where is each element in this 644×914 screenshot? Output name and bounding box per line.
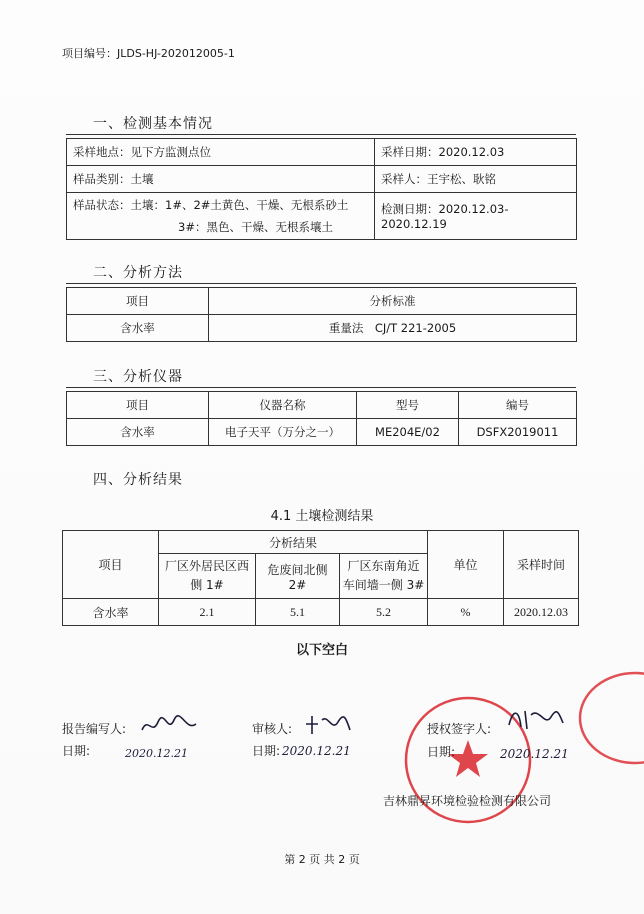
section-2-rule [66, 283, 576, 284]
results-header-time: 采样时间 [504, 531, 579, 599]
author-date: 2020.12.21 [125, 747, 188, 760]
instrument-name: 电子天平（万分之一） [209, 419, 357, 446]
site-1-header: 厂区外居民区西侧 1# [159, 554, 256, 599]
section-4-title: 四、分析结果 [93, 472, 183, 488]
reviewer-signature [302, 710, 354, 738]
author-signature [138, 712, 200, 740]
project-number: 项目编号：JLDS-HJ-202012005-1 [62, 47, 235, 60]
company-name: 吉林鼎昇环境检验检测有限公司 [383, 794, 552, 808]
reviewer-label: 审核人: [252, 722, 293, 736]
sampler: 采样人：王宇松、耿铭 [375, 166, 577, 193]
sampling-date: 采样日期：2020.12.03 [375, 139, 577, 166]
method-table [66, 287, 577, 342]
result-site-1: 2.1 [159, 599, 256, 626]
results-header-unit: 单位 [428, 531, 504, 599]
section-3-title: 三、分析仪器 [93, 369, 183, 385]
results-table-title: 4.1 土壤检测结果 [270, 509, 374, 524]
instrument-table [66, 391, 577, 446]
method-header-item: 项目 [67, 288, 209, 315]
instrument-header-item: 项目 [67, 392, 209, 419]
sample-state [67, 193, 375, 240]
site-2-header: 危废间北侧 2# [256, 554, 340, 599]
section-1-title: 一、检测基本情况 [93, 116, 213, 132]
author-date-label: 日期: [62, 744, 91, 758]
seam-stamp [575, 668, 644, 768]
results-header-group: 分析结果 [159, 531, 428, 554]
results-table [62, 530, 579, 626]
instrument-header-code: 编号 [459, 392, 577, 419]
result-site-3: 5.2 [340, 599, 428, 626]
sample-type: 样品类别：土壤 [67, 166, 375, 193]
approver-date-label: 日期: [427, 745, 456, 759]
section-3-rule [66, 387, 576, 388]
test-date: 检测日期：2020.12.03-2020.12.19 [375, 193, 577, 240]
method-item: 含水率 [67, 315, 209, 342]
instrument-code: DSFX2019011 [459, 419, 577, 446]
section-2-title: 二、分析方法 [93, 265, 183, 281]
instrument-item: 含水率 [67, 419, 209, 446]
method-header-standard: 分析标准 [209, 288, 577, 315]
result-time: 2020.12.03 [504, 599, 579, 626]
approver-label: 授权签字人: [427, 722, 492, 736]
page-footer: 第 2 页 共 2 页 [284, 853, 360, 866]
approver-date: 2020.12.21 [500, 747, 569, 761]
result-site-2: 5.1 [256, 599, 340, 626]
approver-signature [505, 703, 567, 733]
reviewer-date-label: 日期: [252, 744, 281, 758]
section-1-rule [66, 134, 576, 135]
sample-state-line-2: 3#：黑色、干燥、无根系壤土 [178, 220, 333, 234]
instrument-header-name: 仪器名称 [209, 392, 357, 419]
method-standard: 重量法 CJ/T 221-2005 [209, 315, 577, 342]
reviewer-date: 2020.12.21 [282, 744, 351, 758]
sampling-site: 采样地点：见下方监测点位 [67, 139, 375, 166]
author-label: 报告编写人: [62, 722, 127, 736]
result-unit: % [428, 599, 504, 626]
instrument-header-model: 型号 [357, 392, 459, 419]
basic-info-table [66, 138, 577, 240]
instrument-model: ME204E/02 [357, 419, 459, 446]
results-header-item: 项目 [63, 531, 159, 599]
sample-state-line-1: 样品状态：土壤：1#、2#土黄色、干燥、无根系砂土 [73, 198, 349, 212]
blank-notice: 以下空白 [295, 643, 348, 658]
result-item: 含水率 [63, 599, 159, 626]
site-3-header: 厂区东南角近车间墙一侧 3# [340, 554, 428, 599]
